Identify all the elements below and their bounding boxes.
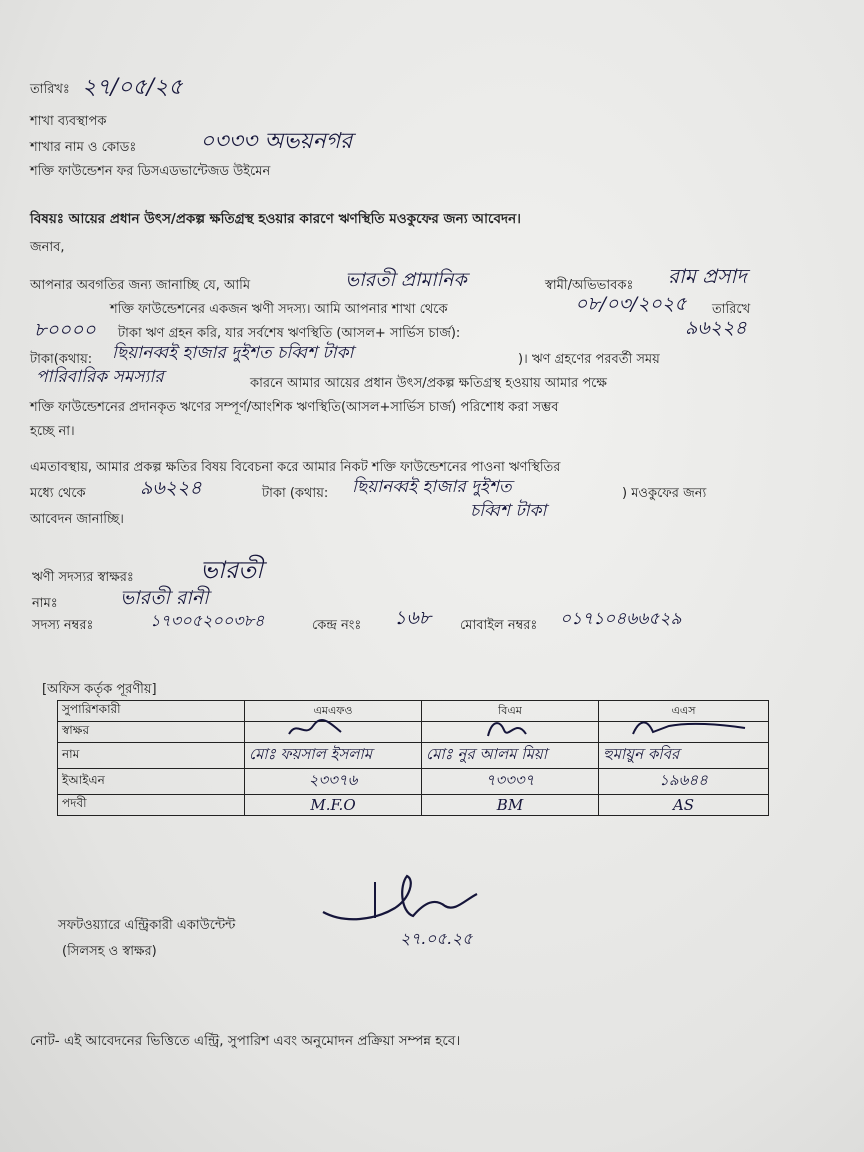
body-line-1a: আপনার অবগতির জন্য জানাচ্ছি যে, আমি	[30, 278, 251, 293]
guardian-name: রাম প্রসাদ	[668, 264, 747, 288]
body-line-4b: )। ঋণ গ্রহণের পরবর্তী সময়	[518, 352, 660, 367]
col-header-as: এএস	[599, 701, 769, 722]
branch-value: ০৩৩৩ অভয়নগর	[200, 129, 353, 154]
subject-line: বিষয়ঃ আয়ের প্রধান উৎস/প্রকল্প ক্ষতিগ্রস্থ হওয়ার কারণে ঋণস্থিতি মওকুফের জন্য আবেদন।	[30, 211, 521, 227]
name-as: হুমায়ুন কবির	[599, 743, 769, 769]
loan-date: ০৮/০৩/২০২৫	[575, 293, 687, 315]
member-name-label: নামঃ	[32, 596, 58, 611]
damage-reason: পারিবারিক সমস্যার	[36, 367, 164, 387]
accountant-label: সফটওয়্যারে এন্ট্রিকারী একাউন্টেন্ট	[58, 918, 236, 933]
mobile-number: ০১৭১০৪৬৬৫২৯	[560, 609, 682, 629]
loan-amount: ৮০০০০	[34, 319, 96, 341]
member-signature: ভারতী	[200, 556, 263, 584]
member-signature-label: ঋণী সদস্যর স্বাক্ষরঃ	[32, 570, 134, 585]
col-header-mfo: এমএফও	[245, 701, 422, 722]
approval-table	[57, 700, 769, 816]
manager-line: শাখা ব্যবস্থাপক	[30, 114, 107, 129]
body-line-3a: টাকা ঋণ গ্রহন করি, যার সর্বশেষ ঋণস্থিতি (আসল+ সার্ভিস চার্জ):	[118, 326, 461, 341]
member-id-label: সদস্য নম্বরঃ	[32, 618, 94, 633]
applicant-name: ভারতী প্রামানিক	[345, 269, 467, 291]
designation-bm: BM	[422, 795, 599, 816]
name-bm: মোঃ নুর আলম মিয়া	[422, 743, 599, 769]
signature-mfo	[245, 722, 422, 743]
row-label-name: নাম	[58, 743, 245, 769]
ein-as: ১৯৬৪৪	[599, 769, 769, 795]
waiver-in-words: ছিয়ানব্বই হাজার দুইশত	[352, 477, 512, 497]
loan-balance: ৯৬২২৪	[685, 317, 747, 339]
body-line-5: কারনে আমার আয়ের প্রধান উৎস/প্রকল্প ক্ষতিগ্রস্থ হওয়ায় আমার পক্ষে	[250, 376, 607, 391]
row-label-signature: স্বাক্ষর	[58, 722, 245, 743]
accountant-seal-note: (সিলসহ ও স্বাক্ষর)	[62, 944, 157, 959]
row-label-recommender: সুপারিশকারী	[58, 701, 245, 722]
member-name: ভারতী রানী	[120, 587, 209, 609]
center-label: কেন্দ্র নংঃ	[312, 618, 362, 633]
member-id: ১৭৩০৫২০০৩৮৪	[150, 611, 265, 630]
body-line-2b: তারিখে	[712, 302, 751, 317]
body-line-9b: টাকা (কথায়:	[262, 486, 329, 501]
footer-note: নোট- এই আবেদনের ভিত্তিতে এন্ট্রি, সুপারিশ এবং অনুমোদন প্রক্রিয়া সম্পন্ন হবে।	[30, 1033, 461, 1049]
waiver-in-words-cont: চব্বিশ টাকা	[470, 501, 547, 521]
body-line-1b: স্বামী/অভিভাবকঃ	[545, 278, 634, 293]
body-line-9a: মধ্যে থেকে	[30, 486, 86, 501]
ein-bm: ৭৩৩৩৭	[422, 769, 599, 795]
body-line-6: শক্তি ফাউন্ডেশনের প্রদানকৃত ঋণের সম্পূর্ণ/আংশিক ঋণস্থিতি(আসল+সার্ভিস চার্জ) পরিশোধ করা সম্ভব	[30, 400, 559, 415]
signature-bm	[422, 722, 599, 743]
body-line-7: হচ্ছে না।	[30, 424, 75, 439]
row-label-designation: পদবী	[58, 795, 245, 816]
office-use-note: [অফিস কর্তৃক পূরণীয়]	[42, 682, 157, 697]
body-line-2a: শক্তি ফাউন্ডেশনের একজন ঋণী সদস্য। আমি আপনার শাখা থেকে	[110, 302, 448, 317]
org-name: শক্তি ফাউন্ডেশন ফর ডিসএডভান্টেজড উইমেন	[30, 164, 271, 179]
designation-as: AS	[599, 795, 769, 816]
date-value: ২৭/০৫/২৫	[82, 75, 183, 100]
accountant-sign-date: ২৭.০৫.২৫	[400, 929, 473, 948]
designation-mfo: M.F.O	[245, 795, 422, 816]
ein-mfo: ২৩৩৭৬	[245, 769, 422, 795]
col-header-bm: বিএম	[422, 701, 599, 722]
salutation: জনাব,	[30, 240, 65, 255]
branch-label: শাখার নাম ও কোডঃ	[30, 140, 137, 155]
signature-as	[599, 722, 769, 743]
date-label: তারিখঃ	[30, 82, 70, 97]
name-mfo: মোঃ ফয়সাল ইসলাম	[245, 743, 422, 769]
body-line-9c: ) মওকুফের জন্য	[622, 486, 707, 501]
balance-in-words: ছিয়ানব্বই হাজার দুইশত চব্বিশ টাকা	[112, 343, 354, 363]
mobile-label: মোবাইল নম্বরঃ	[460, 618, 538, 633]
body-line-10: আবেদন জানাচ্ছি।	[30, 512, 124, 527]
row-label-ein: ইআইএন	[58, 769, 245, 795]
body-line-8: এমতাবস্থায়, আমার প্রকল্প ক্ষতির বিষয় বিবেচনা করে আমার নিকট শক্তি ফাউন্ডেশনের পাওনা ঋণস্থিতির	[30, 460, 561, 475]
body-line-4a: টাকা(কথায়:	[30, 352, 93, 367]
center-number: ১৬৮	[394, 607, 432, 629]
waiver-amount: ৯৬২২৪	[140, 477, 202, 499]
